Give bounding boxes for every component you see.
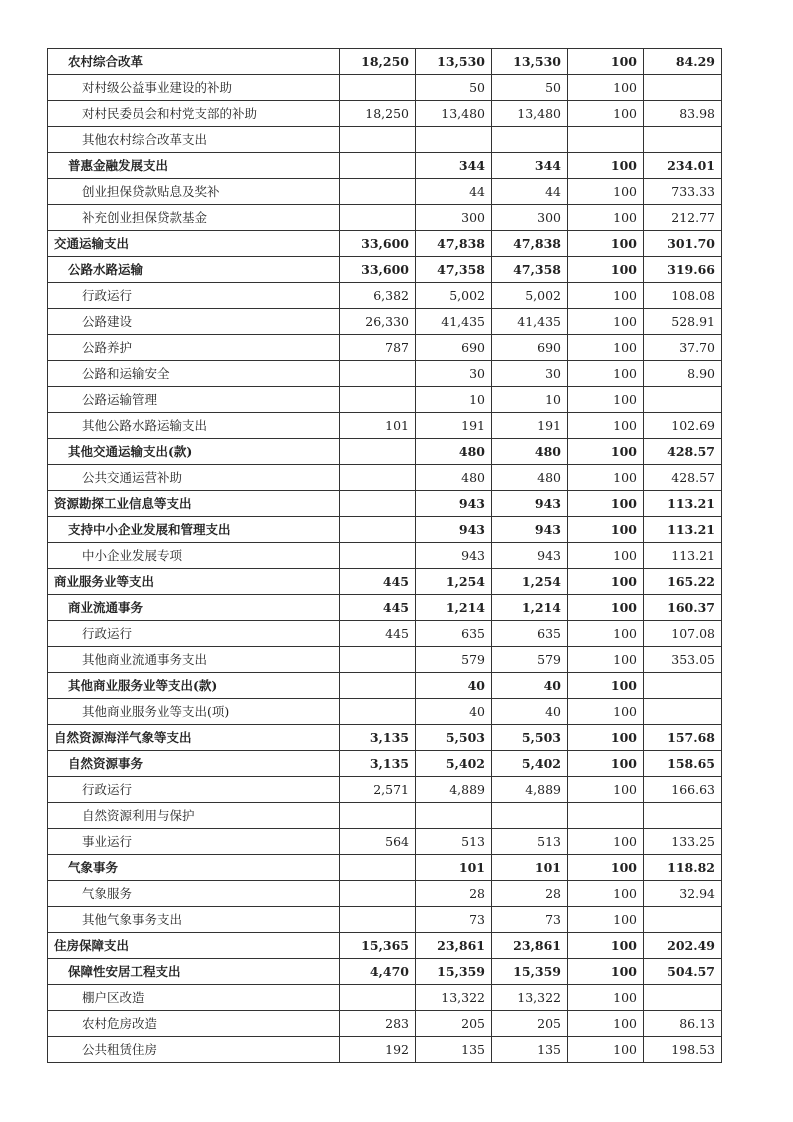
item-name-cell: 资源勘探工业信息等支出 xyxy=(48,491,340,517)
actual-value-cell: 40 xyxy=(492,699,568,725)
actual-value-cell: 191 xyxy=(492,413,568,439)
item-name-cell: 其他农村综合改革支出 xyxy=(48,127,340,153)
item-name-cell: 行政运行 xyxy=(48,777,340,803)
prior-year-value-cell xyxy=(340,647,416,673)
prior-year-value-cell xyxy=(340,543,416,569)
budget-value-cell: 943 xyxy=(416,491,492,517)
item-name-cell: 其他商业流通事务支出 xyxy=(48,647,340,673)
table-row xyxy=(48,985,722,1011)
actual-value-cell: 28 xyxy=(492,881,568,907)
actual-value-cell xyxy=(492,803,568,829)
growth-percent-cell: 166.63 xyxy=(644,777,722,803)
item-name-cell: 中小企业发展专项 xyxy=(48,543,340,569)
budget-value-cell: 1,254 xyxy=(416,569,492,595)
completion-percent-cell: 100 xyxy=(568,517,644,543)
completion-percent-cell: 100 xyxy=(568,699,644,725)
prior-year-value-cell xyxy=(340,491,416,517)
budget-value-cell: 23,861 xyxy=(416,933,492,959)
table-row xyxy=(48,699,722,725)
budget-value-cell: 47,838 xyxy=(416,231,492,257)
growth-percent-cell: 428.57 xyxy=(644,439,722,465)
completion-percent-cell: 100 xyxy=(568,361,644,387)
table-row xyxy=(48,387,722,413)
actual-value-cell: 50 xyxy=(492,75,568,101)
prior-year-value-cell: 2,571 xyxy=(340,777,416,803)
budget-value-cell: 13,480 xyxy=(416,101,492,127)
prior-year-value-cell xyxy=(340,387,416,413)
completion-percent-cell: 100 xyxy=(568,829,644,855)
item-name-cell: 自然资源海洋气象等支出 xyxy=(48,725,340,751)
prior-year-value-cell xyxy=(340,75,416,101)
prior-year-value-cell xyxy=(340,907,416,933)
budget-value-cell: 300 xyxy=(416,205,492,231)
prior-year-value-cell: 445 xyxy=(340,595,416,621)
item-name-cell: 支持中小企业发展和管理支出 xyxy=(48,517,340,543)
growth-percent-cell xyxy=(644,673,722,699)
growth-percent-cell: 113.21 xyxy=(644,517,722,543)
prior-year-value-cell: 26,330 xyxy=(340,309,416,335)
completion-percent-cell: 100 xyxy=(568,75,644,101)
prior-year-value-cell xyxy=(340,803,416,829)
actual-value-cell: 1,254 xyxy=(492,569,568,595)
table-row xyxy=(48,855,722,881)
budget-value-cell: 943 xyxy=(416,517,492,543)
actual-value-cell: 13,322 xyxy=(492,985,568,1011)
completion-percent-cell: 100 xyxy=(568,413,644,439)
table-row xyxy=(48,595,722,621)
prior-year-value-cell: 564 xyxy=(340,829,416,855)
budget-value-cell: 28 xyxy=(416,881,492,907)
table-row xyxy=(48,881,722,907)
growth-percent-cell xyxy=(644,907,722,933)
prior-year-value-cell xyxy=(340,985,416,1011)
prior-year-value-cell xyxy=(340,127,416,153)
actual-value-cell: 47,838 xyxy=(492,231,568,257)
prior-year-value-cell: 3,135 xyxy=(340,725,416,751)
completion-percent-cell: 100 xyxy=(568,543,644,569)
item-name-cell: 行政运行 xyxy=(48,621,340,647)
budget-value-cell: 41,435 xyxy=(416,309,492,335)
actual-value-cell: 579 xyxy=(492,647,568,673)
growth-percent-cell: 158.65 xyxy=(644,751,722,777)
actual-value-cell: 1,214 xyxy=(492,595,568,621)
completion-percent-cell: 100 xyxy=(568,569,644,595)
actual-value-cell: 101 xyxy=(492,855,568,881)
table-row xyxy=(48,673,722,699)
prior-year-value-cell: 445 xyxy=(340,621,416,647)
growth-percent-cell: 8.90 xyxy=(644,361,722,387)
prior-year-value-cell xyxy=(340,439,416,465)
growth-percent-cell: 234.01 xyxy=(644,153,722,179)
prior-year-value-cell xyxy=(340,881,416,907)
completion-percent-cell: 100 xyxy=(568,491,644,517)
item-name-cell: 交通运输支出 xyxy=(48,231,340,257)
growth-percent-cell: 133.25 xyxy=(644,829,722,855)
table-row xyxy=(48,803,722,829)
completion-percent-cell: 100 xyxy=(568,439,644,465)
budget-value-cell xyxy=(416,803,492,829)
actual-value-cell: 480 xyxy=(492,439,568,465)
completion-percent-cell: 100 xyxy=(568,647,644,673)
item-name-cell: 对村民委员会和村党支部的补助 xyxy=(48,101,340,127)
table-row xyxy=(48,491,722,517)
prior-year-value-cell: 6,382 xyxy=(340,283,416,309)
growth-percent-cell: 353.05 xyxy=(644,647,722,673)
budget-expenditure-table xyxy=(47,48,722,1063)
table-row xyxy=(48,413,722,439)
completion-percent-cell: 100 xyxy=(568,725,644,751)
budget-value-cell: 943 xyxy=(416,543,492,569)
growth-percent-cell: 319.66 xyxy=(644,257,722,283)
budget-value-cell: 5,503 xyxy=(416,725,492,751)
table-row xyxy=(48,153,722,179)
prior-year-value-cell: 283 xyxy=(340,1011,416,1037)
actual-value-cell: 41,435 xyxy=(492,309,568,335)
actual-value-cell: 513 xyxy=(492,829,568,855)
budget-value-cell: 480 xyxy=(416,439,492,465)
table-row xyxy=(48,1037,722,1063)
item-name-cell: 商业服务业等支出 xyxy=(48,569,340,595)
table-row xyxy=(48,829,722,855)
completion-percent-cell: 100 xyxy=(568,985,644,1011)
table-row xyxy=(48,231,722,257)
table-row xyxy=(48,647,722,673)
prior-year-value-cell xyxy=(340,855,416,881)
completion-percent-cell: 100 xyxy=(568,959,644,985)
budget-value-cell: 635 xyxy=(416,621,492,647)
growth-percent-cell: 733.33 xyxy=(644,179,722,205)
growth-percent-cell: 504.57 xyxy=(644,959,722,985)
budget-value-cell: 135 xyxy=(416,1037,492,1063)
table-row xyxy=(48,309,722,335)
budget-value-cell: 513 xyxy=(416,829,492,855)
completion-percent-cell: 100 xyxy=(568,933,644,959)
growth-percent-cell: 301.70 xyxy=(644,231,722,257)
growth-percent-cell: 118.82 xyxy=(644,855,722,881)
actual-value-cell: 5,503 xyxy=(492,725,568,751)
actual-value-cell: 4,889 xyxy=(492,777,568,803)
prior-year-value-cell: 33,600 xyxy=(340,231,416,257)
budget-value-cell: 480 xyxy=(416,465,492,491)
item-name-cell: 棚户区改造 xyxy=(48,985,340,1011)
growth-percent-cell: 86.13 xyxy=(644,1011,722,1037)
actual-value-cell: 47,358 xyxy=(492,257,568,283)
item-name-cell: 农村危房改造 xyxy=(48,1011,340,1037)
budget-value-cell: 191 xyxy=(416,413,492,439)
actual-value-cell: 480 xyxy=(492,465,568,491)
growth-percent-cell: 83.98 xyxy=(644,101,722,127)
budget-value-cell: 40 xyxy=(416,673,492,699)
table-row xyxy=(48,127,722,153)
actual-value-cell: 344 xyxy=(492,153,568,179)
growth-percent-cell: 102.69 xyxy=(644,413,722,439)
table-row xyxy=(48,751,722,777)
item-name-cell: 其他公路水路运输支出 xyxy=(48,413,340,439)
actual-value-cell: 13,530 xyxy=(492,49,568,75)
table-body xyxy=(48,49,722,1063)
actual-value-cell: 943 xyxy=(492,491,568,517)
completion-percent-cell: 100 xyxy=(568,101,644,127)
actual-value-cell: 5,402 xyxy=(492,751,568,777)
completion-percent-cell: 100 xyxy=(568,153,644,179)
growth-percent-cell xyxy=(644,75,722,101)
prior-year-value-cell: 192 xyxy=(340,1037,416,1063)
table-row xyxy=(48,959,722,985)
actual-value-cell: 13,480 xyxy=(492,101,568,127)
actual-value-cell: 30 xyxy=(492,361,568,387)
actual-value-cell: 73 xyxy=(492,907,568,933)
growth-percent-cell: 113.21 xyxy=(644,491,722,517)
growth-percent-cell: 212.77 xyxy=(644,205,722,231)
growth-percent-cell: 528.91 xyxy=(644,309,722,335)
item-name-cell: 普惠金融发展支出 xyxy=(48,153,340,179)
table-row xyxy=(48,517,722,543)
completion-percent-cell: 100 xyxy=(568,777,644,803)
growth-percent-cell xyxy=(644,985,722,1011)
growth-percent-cell: 157.68 xyxy=(644,725,722,751)
budget-value-cell: 344 xyxy=(416,153,492,179)
item-name-cell: 公共交通运营补助 xyxy=(48,465,340,491)
completion-percent-cell xyxy=(568,803,644,829)
budget-value-cell: 73 xyxy=(416,907,492,933)
growth-percent-cell xyxy=(644,803,722,829)
growth-percent-cell xyxy=(644,127,722,153)
table-row xyxy=(48,75,722,101)
table-row xyxy=(48,283,722,309)
prior-year-value-cell xyxy=(340,465,416,491)
completion-percent-cell: 100 xyxy=(568,673,644,699)
prior-year-value-cell xyxy=(340,673,416,699)
actual-value-cell xyxy=(492,127,568,153)
budget-value-cell: 15,359 xyxy=(416,959,492,985)
item-name-cell: 自然资源事务 xyxy=(48,751,340,777)
actual-value-cell: 635 xyxy=(492,621,568,647)
table-row xyxy=(48,933,722,959)
budget-value-cell: 30 xyxy=(416,361,492,387)
growth-percent-cell: 160.37 xyxy=(644,595,722,621)
budget-value-cell: 44 xyxy=(416,179,492,205)
prior-year-value-cell xyxy=(340,361,416,387)
growth-percent-cell xyxy=(644,387,722,413)
completion-percent-cell: 100 xyxy=(568,283,644,309)
table-row xyxy=(48,465,722,491)
actual-value-cell: 300 xyxy=(492,205,568,231)
item-name-cell: 自然资源利用与保护 xyxy=(48,803,340,829)
budget-value-cell xyxy=(416,127,492,153)
item-name-cell: 商业流通事务 xyxy=(48,595,340,621)
prior-year-value-cell: 3,135 xyxy=(340,751,416,777)
table-row xyxy=(48,621,722,647)
completion-percent-cell xyxy=(568,127,644,153)
item-name-cell: 事业运行 xyxy=(48,829,340,855)
budget-value-cell: 40 xyxy=(416,699,492,725)
budget-value-cell: 10 xyxy=(416,387,492,413)
table-row xyxy=(48,543,722,569)
item-name-cell: 公共租赁住房 xyxy=(48,1037,340,1063)
budget-value-cell: 5,402 xyxy=(416,751,492,777)
prior-year-value-cell: 4,470 xyxy=(340,959,416,985)
table-row xyxy=(48,257,722,283)
prior-year-value-cell xyxy=(340,517,416,543)
completion-percent-cell: 100 xyxy=(568,1011,644,1037)
item-name-cell: 其他商业服务业等支出(项) xyxy=(48,699,340,725)
item-name-cell: 其他气象事务支出 xyxy=(48,907,340,933)
prior-year-value-cell: 33,600 xyxy=(340,257,416,283)
prior-year-value-cell: 18,250 xyxy=(340,49,416,75)
prior-year-value-cell: 101 xyxy=(340,413,416,439)
completion-percent-cell: 100 xyxy=(568,179,644,205)
table-row xyxy=(48,205,722,231)
growth-percent-cell: 32.94 xyxy=(644,881,722,907)
prior-year-value-cell: 445 xyxy=(340,569,416,595)
budget-value-cell: 5,002 xyxy=(416,283,492,309)
table-row xyxy=(48,335,722,361)
item-name-cell: 农村综合改革 xyxy=(48,49,340,75)
budget-value-cell: 690 xyxy=(416,335,492,361)
item-name-cell: 公路养护 xyxy=(48,335,340,361)
prior-year-value-cell: 787 xyxy=(340,335,416,361)
growth-percent-cell: 113.21 xyxy=(644,543,722,569)
item-name-cell: 气象事务 xyxy=(48,855,340,881)
budget-value-cell: 13,322 xyxy=(416,985,492,1011)
growth-percent-cell: 202.49 xyxy=(644,933,722,959)
actual-value-cell: 15,359 xyxy=(492,959,568,985)
table-row xyxy=(48,569,722,595)
table-row xyxy=(48,361,722,387)
growth-percent-cell: 84.29 xyxy=(644,49,722,75)
table-row xyxy=(48,907,722,933)
actual-value-cell: 40 xyxy=(492,673,568,699)
item-name-cell: 公路和运输安全 xyxy=(48,361,340,387)
actual-value-cell: 690 xyxy=(492,335,568,361)
completion-percent-cell: 100 xyxy=(568,855,644,881)
completion-percent-cell: 100 xyxy=(568,1037,644,1063)
budget-value-cell: 13,530 xyxy=(416,49,492,75)
budget-value-cell: 101 xyxy=(416,855,492,881)
actual-value-cell: 5,002 xyxy=(492,283,568,309)
completion-percent-cell: 100 xyxy=(568,387,644,413)
completion-percent-cell: 100 xyxy=(568,205,644,231)
table-row xyxy=(48,439,722,465)
actual-value-cell: 205 xyxy=(492,1011,568,1037)
table-row xyxy=(48,777,722,803)
growth-percent-cell: 198.53 xyxy=(644,1037,722,1063)
prior-year-value-cell xyxy=(340,699,416,725)
item-name-cell: 公路水路运输 xyxy=(48,257,340,283)
prior-year-value-cell xyxy=(340,179,416,205)
item-name-cell: 行政运行 xyxy=(48,283,340,309)
completion-percent-cell: 100 xyxy=(568,335,644,361)
growth-percent-cell: 428.57 xyxy=(644,465,722,491)
completion-percent-cell: 100 xyxy=(568,309,644,335)
completion-percent-cell: 100 xyxy=(568,595,644,621)
completion-percent-cell: 100 xyxy=(568,49,644,75)
prior-year-value-cell xyxy=(340,153,416,179)
prior-year-value-cell: 18,250 xyxy=(340,101,416,127)
growth-percent-cell: 37.70 xyxy=(644,335,722,361)
completion-percent-cell: 100 xyxy=(568,465,644,491)
budget-value-cell: 205 xyxy=(416,1011,492,1037)
item-name-cell: 对村级公益事业建设的补助 xyxy=(48,75,340,101)
item-name-cell: 公路建设 xyxy=(48,309,340,335)
table-row xyxy=(48,49,722,75)
actual-value-cell: 44 xyxy=(492,179,568,205)
item-name-cell: 住房保障支出 xyxy=(48,933,340,959)
actual-value-cell: 10 xyxy=(492,387,568,413)
budget-value-cell: 47,358 xyxy=(416,257,492,283)
item-name-cell: 气象服务 xyxy=(48,881,340,907)
actual-value-cell: 135 xyxy=(492,1037,568,1063)
budget-value-cell: 50 xyxy=(416,75,492,101)
table-row xyxy=(48,1011,722,1037)
completion-percent-cell: 100 xyxy=(568,257,644,283)
item-name-cell: 其他商业服务业等支出(款) xyxy=(48,673,340,699)
item-name-cell: 保障性安居工程支出 xyxy=(48,959,340,985)
budget-value-cell: 579 xyxy=(416,647,492,673)
item-name-cell: 补充创业担保贷款基金 xyxy=(48,205,340,231)
table-row xyxy=(48,101,722,127)
growth-percent-cell: 165.22 xyxy=(644,569,722,595)
budget-value-cell: 4,889 xyxy=(416,777,492,803)
actual-value-cell: 943 xyxy=(492,543,568,569)
completion-percent-cell: 100 xyxy=(568,881,644,907)
growth-percent-cell: 107.08 xyxy=(644,621,722,647)
completion-percent-cell: 100 xyxy=(568,751,644,777)
prior-year-value-cell: 15,365 xyxy=(340,933,416,959)
table-row xyxy=(48,725,722,751)
growth-percent-cell: 108.08 xyxy=(644,283,722,309)
completion-percent-cell: 100 xyxy=(568,231,644,257)
growth-percent-cell xyxy=(644,699,722,725)
prior-year-value-cell xyxy=(340,205,416,231)
budget-value-cell: 1,214 xyxy=(416,595,492,621)
actual-value-cell: 23,861 xyxy=(492,933,568,959)
completion-percent-cell: 100 xyxy=(568,907,644,933)
item-name-cell: 公路运输管理 xyxy=(48,387,340,413)
item-name-cell: 其他交通运输支出(款) xyxy=(48,439,340,465)
item-name-cell: 创业担保贷款贴息及奖补 xyxy=(48,179,340,205)
actual-value-cell: 943 xyxy=(492,517,568,543)
completion-percent-cell: 100 xyxy=(568,621,644,647)
table-row xyxy=(48,179,722,205)
